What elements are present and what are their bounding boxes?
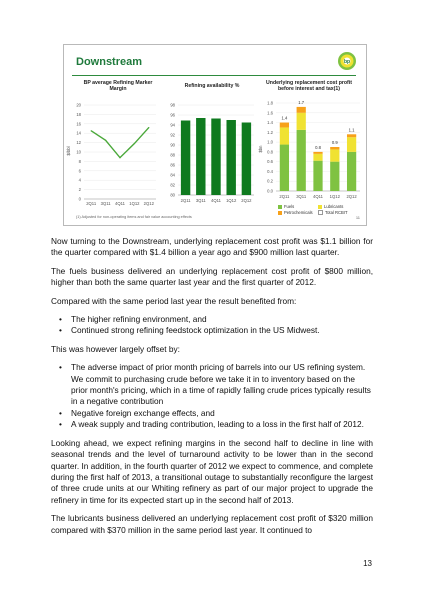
y-tick-label: 80	[170, 192, 175, 198]
x-tick-label: 3Q11	[296, 194, 307, 199]
x-tick-label: 2Q12	[143, 201, 154, 206]
legend-total-rcbit: Total RCBIT	[318, 210, 348, 215]
y-tick-label: 1.6	[267, 110, 273, 116]
panel-title-profit: Underlying replacement cost profit before interest and tax(1)	[266, 80, 352, 92]
y-axis-label: $/bbl	[66, 146, 71, 156]
bar-segment	[313, 154, 322, 161]
y-tick-label: 18	[76, 111, 81, 117]
bar-segment	[280, 123, 289, 128]
x-tick-label: 4Q11	[115, 201, 125, 206]
bp-logo-icon	[336, 50, 358, 72]
bar-segment	[280, 145, 289, 191]
bar	[226, 120, 235, 195]
y-tick-label: 90	[170, 142, 175, 148]
list-item: • A weak supply and trading contribution, leading to a loss in the first half of 2012.	[61, 419, 373, 430]
x-tick-label: 2Q12	[241, 198, 252, 203]
y-tick-label: 1.0	[267, 139, 273, 145]
bar-segment	[280, 127, 289, 144]
bar	[181, 121, 190, 196]
y-tick-label: 84	[170, 172, 175, 178]
y-tick-label: 94	[170, 122, 175, 128]
x-tick-label: 2Q11	[279, 194, 290, 199]
list-item: • The adverse impact of prior month pricing of barrels into our US refining system. We commit to purchasing crude before we take it in to inventory based on the prior month's pricing, which in a time of rapidly falling crude prices typically results in a negative contribution	[61, 362, 373, 408]
paragraph: Compared with the same period last year the result benefited from:	[51, 295, 297, 306]
data-point	[119, 157, 120, 158]
y-tick-label: 16	[76, 121, 81, 127]
bar-segment	[330, 149, 339, 161]
y-tick-label: 1.4	[267, 120, 273, 126]
y-tick-label: 10	[76, 149, 81, 155]
y-tick-label: 98	[170, 102, 175, 108]
page-number: 13	[363, 559, 372, 568]
slide-title: Downstream	[76, 56, 143, 68]
y-tick-label: 88	[170, 152, 175, 158]
y-tick-label: 0.6	[267, 159, 273, 165]
chart-slide	[63, 44, 367, 226]
data-point	[148, 127, 149, 128]
list-item: • Continued strong refining feedstock optimization in the US Midwest.	[61, 325, 373, 336]
margin-line-chart	[66, 99, 166, 211]
paragraph: Looking ahead, we expect refining margins in the second half to decline in line with seasonal trends and the level of turnaround activity to be lower than in the second quarter. In addition, in the fourth quarter of 2012 we expect to commence, and complete during the first half of 2013, a transitional outage to substantially reconfigure the largest of three crude units at our Whiting refinery as part of our major project to upgrade the refinery in time for its expected start up in the second half of 2013.	[51, 437, 373, 505]
x-tick-label: 1Q12	[329, 194, 340, 199]
y-tick-label: 96	[170, 112, 175, 118]
x-tick-label: 3Q11	[195, 198, 206, 203]
bar	[211, 119, 220, 196]
x-tick-label: 4Q11	[211, 198, 221, 203]
x-tick-label: 2Q12	[346, 194, 357, 199]
bar	[196, 118, 205, 195]
y-tick-label: 0.0	[267, 188, 273, 194]
y-tick-label: 0.4	[267, 168, 273, 174]
x-tick-label: 1Q12	[129, 201, 140, 206]
y-tick-label: 6	[78, 168, 81, 174]
y-axis-label: $bn	[258, 145, 263, 153]
paragraph: Now turning to the Downstream, underlying replacement cost profit was $1.1 billion for the quarter compared with $1.4 billion a year ago and $900 million last quarter.	[51, 236, 373, 258]
y-tick-label: 0.2	[267, 178, 273, 184]
x-tick-label: 2Q11	[180, 198, 191, 203]
bar-segment	[330, 147, 339, 149]
y-tick-label: 92	[170, 132, 175, 138]
list-item: • The higher refining environment, and	[61, 314, 373, 325]
y-tick-label: 2	[78, 187, 81, 193]
data-point	[91, 130, 92, 131]
bullet-list-benefits	[51, 314, 373, 337]
y-tick-label: 4	[78, 177, 81, 183]
y-tick-label: 0	[78, 196, 81, 202]
bar-segment	[313, 152, 322, 154]
data-point	[134, 143, 135, 144]
bar-segment	[347, 134, 356, 137]
data-label: 0.8	[315, 144, 321, 150]
y-tick-label: 1.8	[267, 100, 273, 106]
paragraph: This was however largely offset by:	[51, 343, 180, 354]
x-tick-label: 2Q11	[86, 201, 97, 206]
x-tick-label: 3Q11	[100, 201, 111, 206]
x-tick-label: 4Q11	[313, 194, 323, 199]
svg-text:bp: bp	[343, 59, 351, 65]
y-tick-label: 20	[76, 102, 81, 108]
title-divider	[72, 75, 356, 76]
profit-stacked-bar-chart	[258, 97, 364, 205]
legend-lubricants: Lubricants	[318, 204, 343, 209]
y-tick-label: 1.2	[267, 129, 273, 135]
data-label: 1.7	[298, 99, 305, 105]
paragraph: The fuels business delivered an underlying replacement cost profit of $800 million, higher than both the same quarter last year and the first quarter of 2012.	[51, 265, 373, 288]
bar	[242, 123, 251, 196]
y-tick-label: 14	[76, 130, 81, 136]
y-tick-label: 0.8	[267, 149, 273, 155]
y-tick-label: 86	[170, 162, 175, 168]
y-tick-label: 82	[170, 182, 175, 188]
data-label: 0.9	[331, 140, 338, 145]
bar-segment	[313, 161, 322, 191]
panel-title-availability: Refining availability %	[184, 83, 240, 89]
y-tick-label: 12	[76, 140, 81, 146]
x-tick-label: 1Q12	[226, 198, 237, 203]
paragraph: The lubricants business delivered an underlying replacement cost profit of $320 million compared with $370 million in the same period last year. It continued to	[51, 513, 373, 535]
bar-segment	[297, 113, 306, 130]
bar-segment	[347, 137, 356, 152]
panel-title-margin: BP average Refining Marker Margin	[83, 80, 153, 92]
list-item: • Negative foreign exchange effects, and	[61, 408, 373, 419]
bar-segment	[297, 107, 306, 113]
y-tick-label: 8	[78, 158, 81, 164]
data-label: 1.4	[281, 115, 288, 121]
slide-footnote: (1) Adjusted for non-operating items and fair value accounting effects	[76, 215, 192, 219]
slide-page-number: 11	[355, 215, 360, 220]
legend-petrochemicals: Petrochemicals	[278, 210, 313, 215]
bar-segment	[347, 152, 356, 191]
bullet-list-offsets	[51, 362, 373, 430]
bar-segment	[330, 162, 339, 191]
legend-fuels: Fuels	[278, 204, 294, 209]
body-text	[51, 236, 373, 543]
availability-bar-chart	[162, 99, 260, 211]
data-label: 1.1	[348, 127, 355, 133]
data-point	[105, 140, 106, 141]
bar-segment	[297, 130, 306, 191]
